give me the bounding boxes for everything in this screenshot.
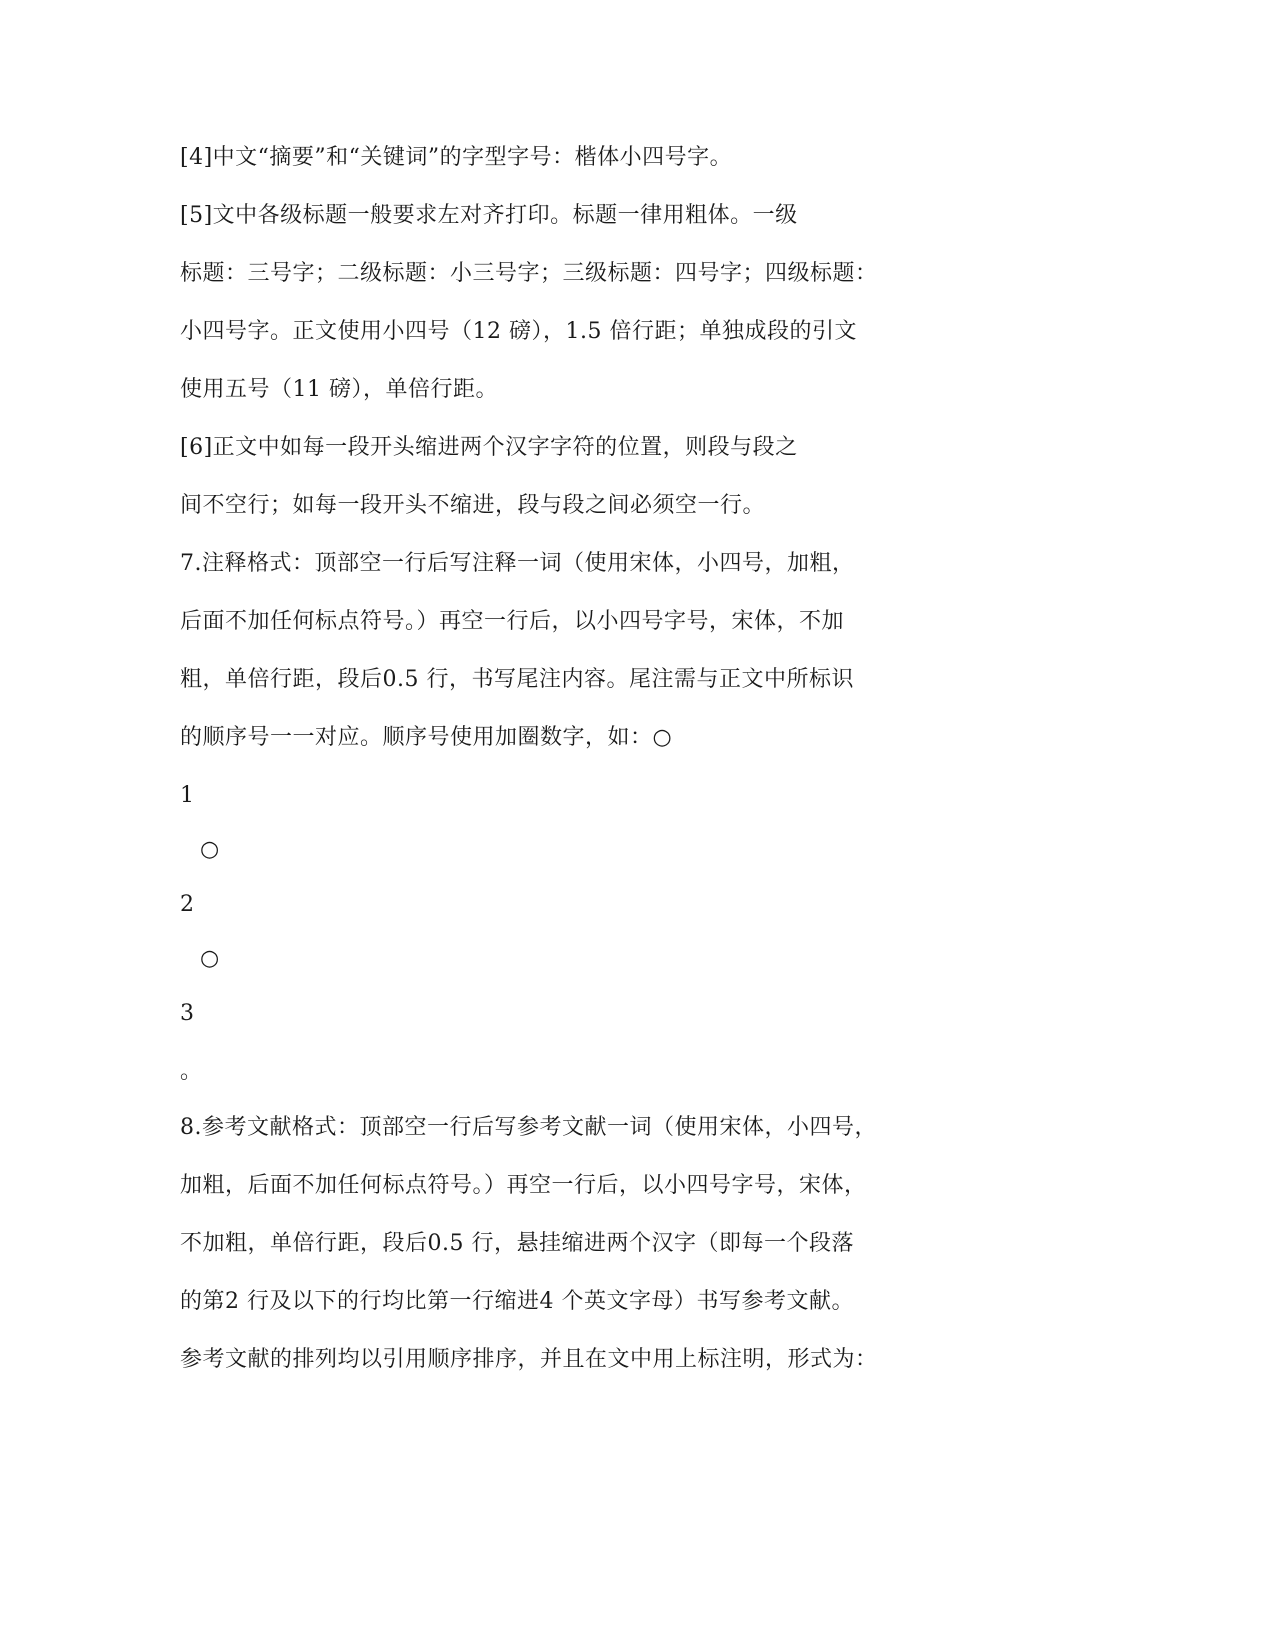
text-line: [5]文中各级标题一般要求左对齐打印。标题一律用粗体。一级 [180,203,798,228]
text-line: 8.参考文献格式：顶部空一行后写参考文献一词（使用宋体，小四号， [180,1115,877,1140]
text-line: 的顺序号一一对应。顺序号使用加圈数字，如：○ [180,725,673,750]
text-line: 后面不加任何标点符号。）再空一行后，以小四号字号，宋体，不加 [180,609,845,634]
footnote-number: 3 [180,1001,195,1026]
text-line: 间不空行；如每一段开头不缩进，段与段之间必须空一行。 [180,493,766,518]
text-line: 的第2 行及以下的行均比第一行缩进4 个英文字母）书写参考文献。 [180,1289,854,1314]
text-line: 参考文献的排列均以引用顺序排序，并且在文中用上标注明，形式为： [180,1347,878,1372]
text-line: 加粗，后面不加任何标点符号。）再空一行后，以小四号字号，宋体， [180,1173,867,1198]
text-line: 7.注释格式：顶部空一行后写注释一词（使用宋体，小四号，加粗， [180,551,855,576]
text-line: 使用五号（11 磅），单倍行距。 [180,377,498,402]
circle-mark: ○ [200,837,220,862]
circle-mark: ○ [200,946,220,971]
footnote-number: 2 [180,892,195,917]
text-line: [6]正文中如每一段开头缩进两个汉字字符的位置，则段与段之 [180,435,798,460]
period-mark: 。 [180,1059,203,1084]
text-line: [4]中文“摘要”和“关键词”的字型字号：楷体小四号字。 [180,145,733,170]
text-line: 粗，单倍行距，段后0.5 行，书写尾注内容。尾注需与正文中所标识 [180,667,854,692]
text-line: 不加粗，单倍行距，段后0.5 行，悬挂缩进两个汉字（即每一个段落 [180,1231,854,1256]
text-line: 小四号字。正文使用小四号（12 磅），1.5 倍行距；单独成段的引文 [180,319,857,344]
text-line: 标题：三号字；二级标题：小三号字；三级标题：四号字；四级标题： [180,261,878,286]
footnote-number: 1 [180,783,195,808]
